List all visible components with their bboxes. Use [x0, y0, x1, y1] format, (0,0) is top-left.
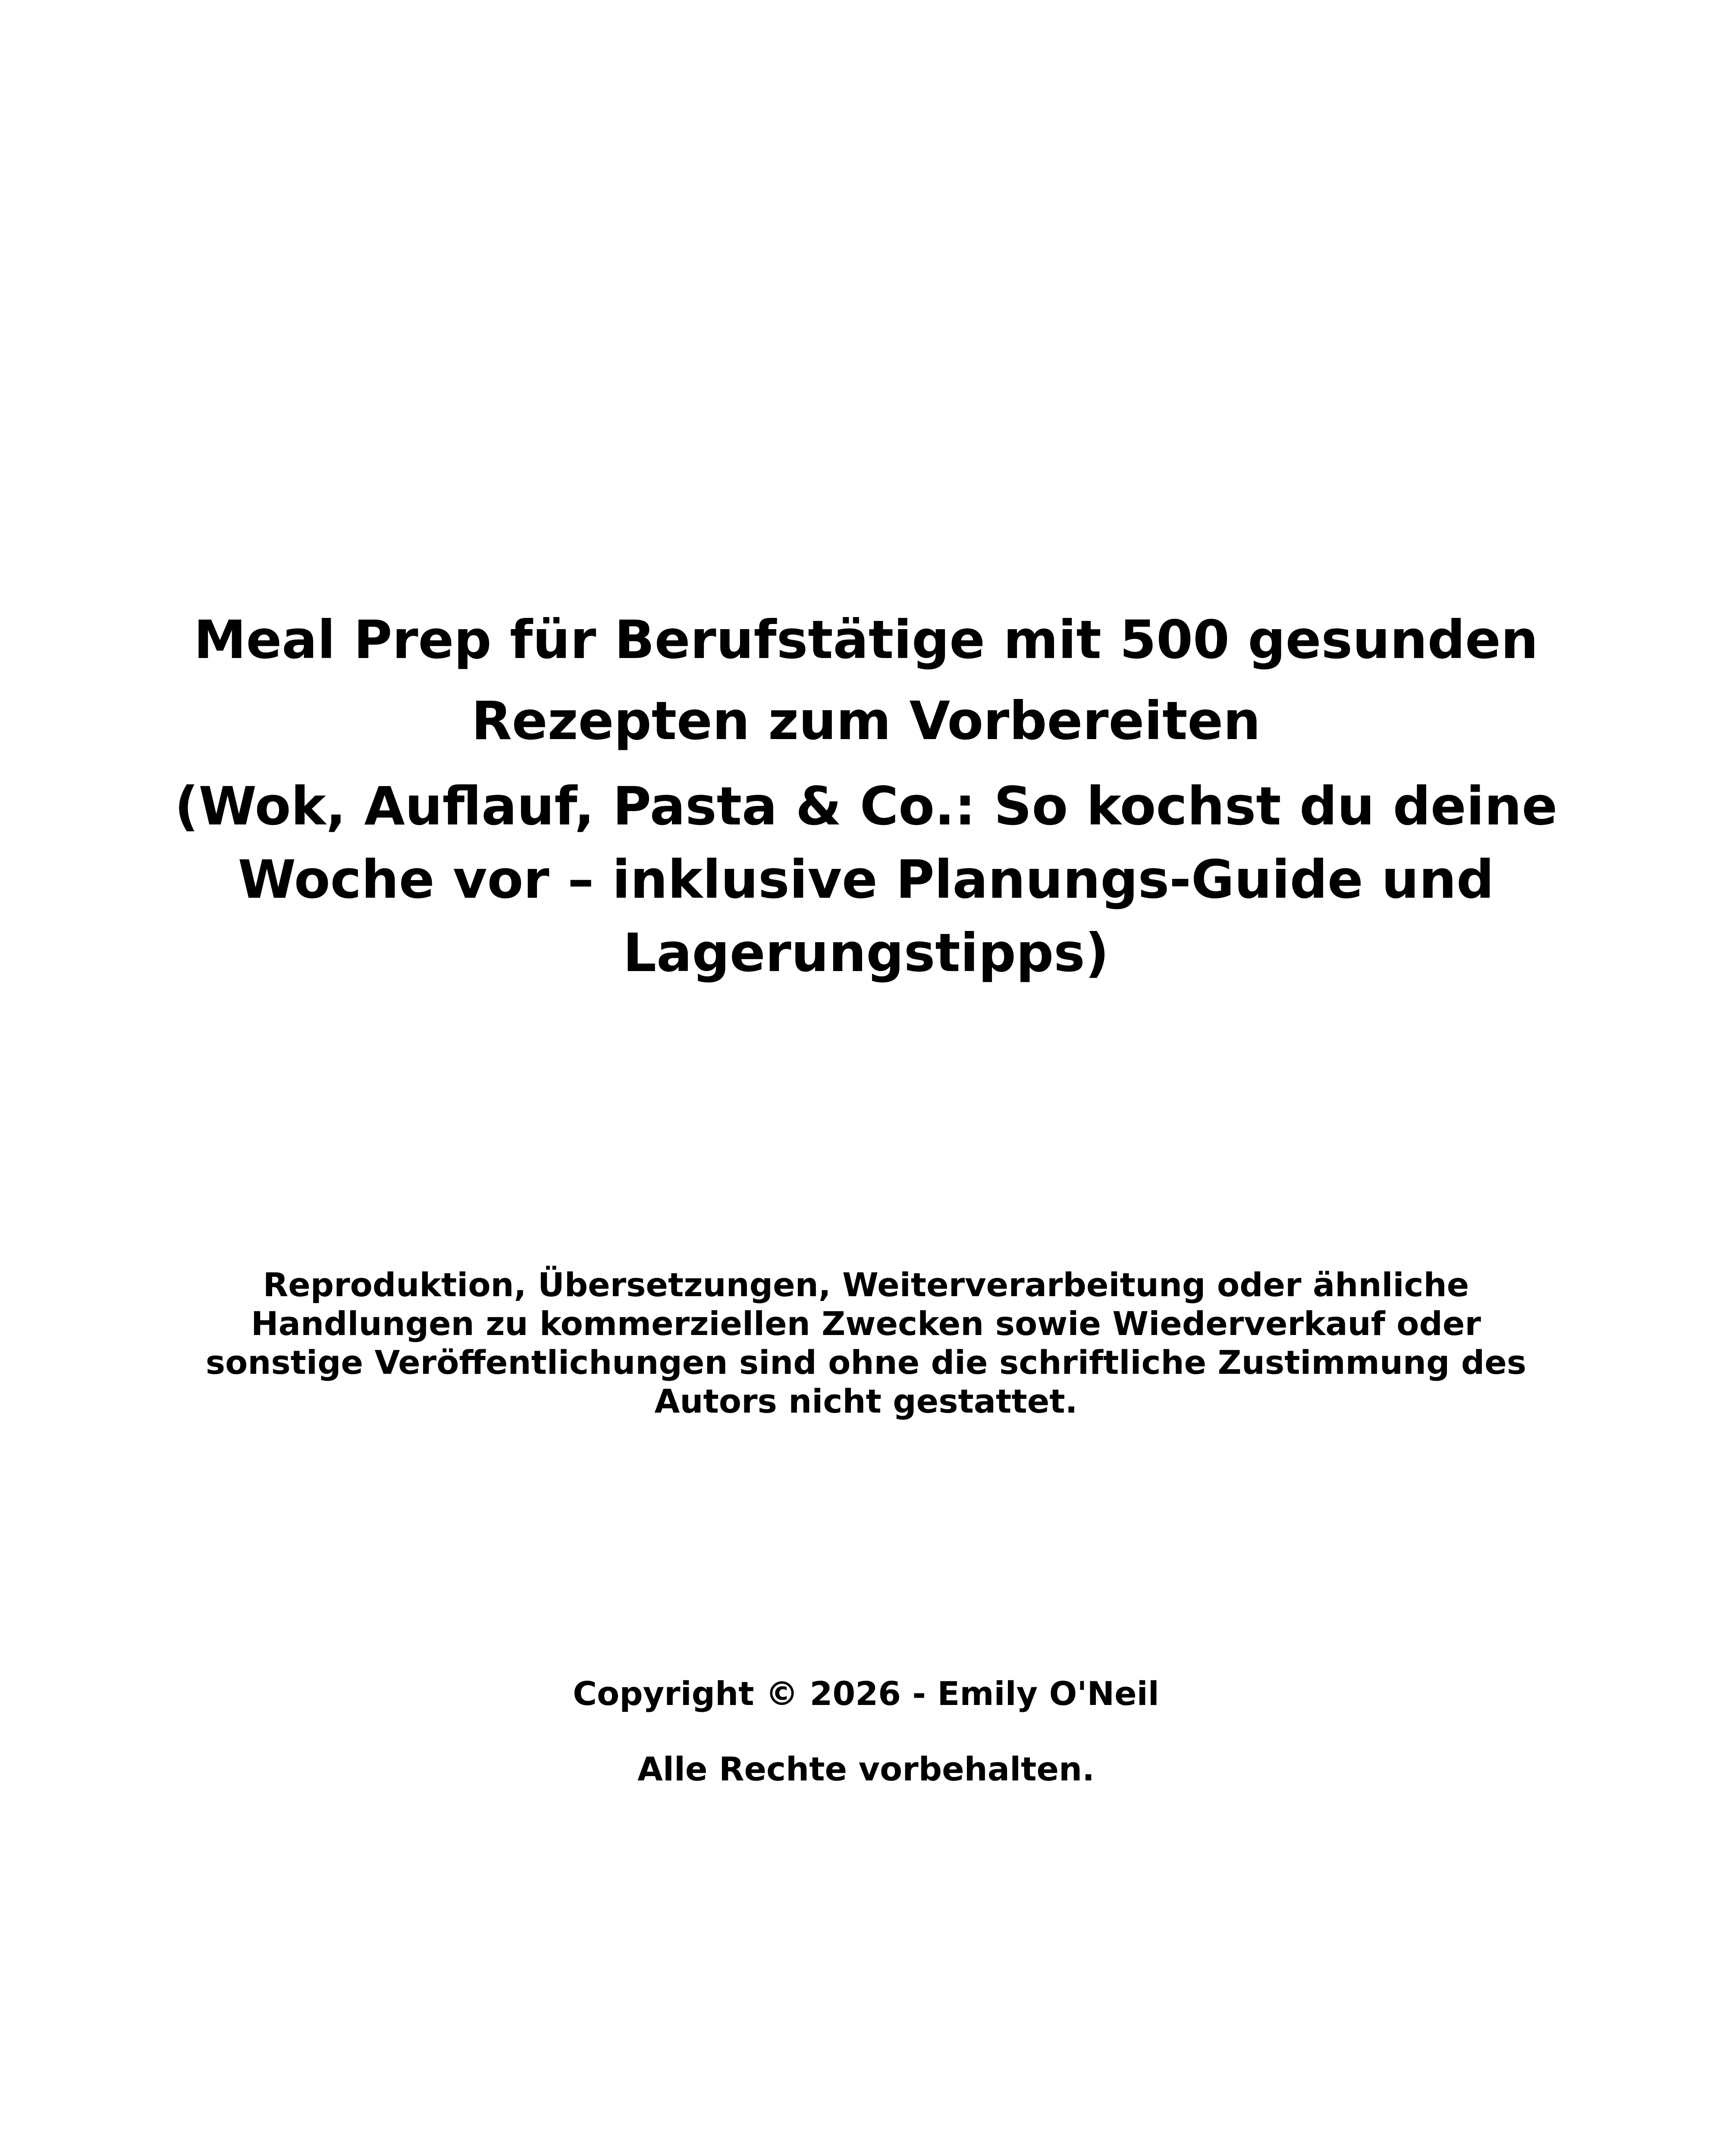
rights-notice: Reproduktion, Übersetzungen, Weiterverarbeitung oder ähnliche Handlungen zu kommerziellen Zwecken sowie Wiederverkauf oder sonstige Veröffentlichungen sind ohne die schriftliche Zustimmung des Autors nicht gestattet.	[205, 1266, 1527, 1420]
book-subtitle: (Wok, Auflauf, Pasta & Co.: So kochst du deine Woche vor – inklusive Planungs-Guide und Lagerungstipps)	[174, 776, 1558, 984]
copyright-line: Copyright © 2026 - Emily O'Neil	[573, 1674, 1159, 1713]
book-title: Meal Prep für Berufstätige mit 500 gesunden Rezepten zum Vorbereiten	[194, 609, 1538, 752]
all-rights-reserved: Alle Rechte vorbehalten.	[637, 1750, 1095, 1788]
